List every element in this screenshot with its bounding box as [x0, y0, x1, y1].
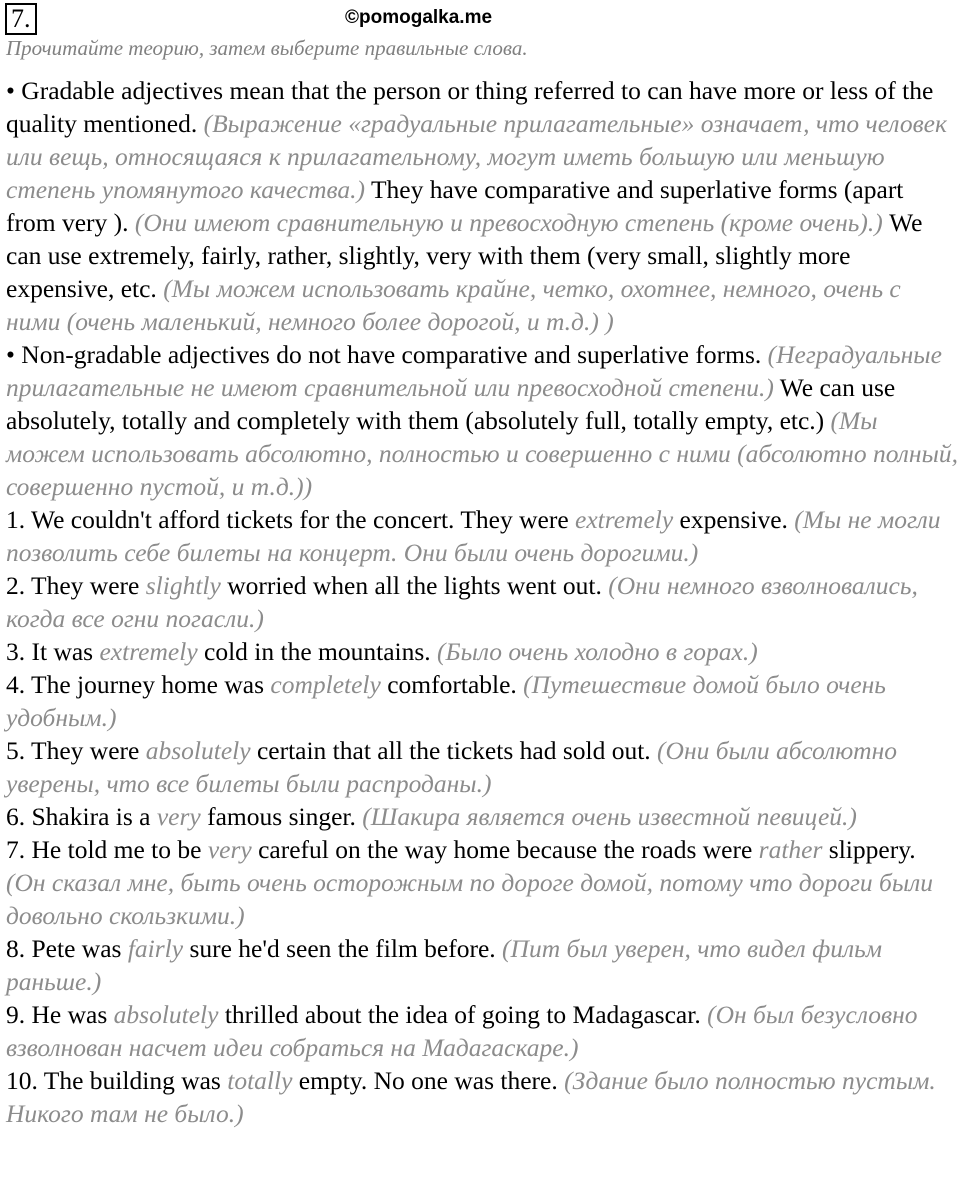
- theory-ru: (Неградуальные прилагательные не имеют сравнительной или превосходной степени.): [6, 340, 942, 402]
- translation: (Путешествие домой было очень удобным.): [6, 670, 886, 732]
- answer-word: absolutely: [113, 1000, 219, 1029]
- sentence-end: famous singer.: [207, 802, 356, 831]
- translation: (Он был безусловно взволнован насчет идеи собраться на Мадагаскаре.): [6, 1000, 918, 1062]
- sentence-end: cold in the mountains.: [204, 637, 431, 666]
- theory-en: We can use extremely, fairly, rather, slightly, very with them (very small, slightly more expensive, etc.: [6, 208, 923, 303]
- theory-en: • Gradable adjectives mean that the person or thing referred to can have more or less of the quality mentioned.: [6, 76, 934, 138]
- answer-word: completely: [270, 670, 381, 699]
- sentence-start: 6. Shakira is a: [6, 802, 151, 831]
- exercise-item: [6, 668, 958, 734]
- sentence-start: 10. The building was: [6, 1066, 221, 1095]
- theory-ru: (Мы можем использовать крайне, четко, охотнее, немного, очень с ними (очень маленький, немного более дорогой, и т.д.) ): [6, 274, 901, 336]
- sentence-end: worried when all the lights went out.: [227, 571, 602, 600]
- theory-non-gradable: [6, 338, 958, 503]
- translation: (Он сказал мне, быть очень осторожным по дороге домой, потому что дороги были довольно скользкими.): [6, 868, 933, 930]
- sentence-start: 8. Pete was: [6, 934, 122, 963]
- sentence-start: 4. The journey home was: [6, 670, 265, 699]
- site-watermark[interactable]: ©pomogalka.me: [345, 7, 493, 28]
- instruction: Прочитайте теорию, затем выберите правильные слова.: [6, 36, 528, 60]
- theory-en: • Non-gradable adjectives do not have comparative and superlative forms.: [6, 340, 762, 369]
- translation: (Здание было полностью пустым. Никого там не было.): [6, 1066, 936, 1128]
- translation: (Было очень холодно в горах.): [437, 637, 758, 666]
- sentence-start: 3. It was: [6, 637, 94, 666]
- sentence-end: sure he'd seen the film before.: [189, 934, 496, 963]
- sentence-start: 9. He was: [6, 1000, 108, 1029]
- answer-word: very: [207, 835, 252, 864]
- sentence-start: 2. They were: [6, 571, 140, 600]
- answer-word: rather: [758, 835, 823, 864]
- exercise-item: [6, 635, 958, 668]
- translation: (Пит был уверен, что видел фильм раньше.): [6, 934, 883, 996]
- exercise-item: [6, 932, 958, 998]
- theory-en: We can use absolutely, totally and completely with them (absolutely full, totally empty, etc.): [6, 373, 896, 435]
- theory-ru: (Мы можем использовать абсолютно, полностью и совершенно с ними (абсолютно полный, совершенно пустой, и т.д.)): [6, 406, 958, 501]
- theory-en: They have comparative and superlative forms (apart from very ).: [6, 175, 904, 237]
- exercise-item: [6, 503, 958, 569]
- translation: (Они немного взволновались, когда все огни погасли.): [6, 571, 918, 633]
- theory-gradable: [6, 74, 958, 338]
- sentence-start: 7. He told me to be: [6, 835, 202, 864]
- exercise-item: [6, 833, 958, 932]
- answer-word: extremely: [575, 505, 674, 534]
- theory-ru: (Выражение «градуальные прилагательные» означает, что человек или вещь, относящаяся к прилагательному, могут иметь большую или меньшую степень упомянутого качества.): [6, 109, 947, 204]
- answer-word: totally: [227, 1066, 293, 1095]
- answer-word: slightly: [145, 571, 221, 600]
- sentence-end: slippery.: [828, 835, 916, 864]
- answer-word: very: [156, 802, 201, 831]
- exercise-item: [6, 998, 958, 1064]
- translation: (Шакира является очень известной певицей.): [362, 802, 857, 831]
- sentence-end: thrilled about the idea of going to Madagascar.: [224, 1000, 701, 1029]
- sentence-start: 1. We couldn't afford tickets for the concert. They were: [6, 505, 569, 534]
- answer-word: absolutely: [145, 736, 251, 765]
- sentence-start: 5. They were: [6, 736, 140, 765]
- answer-word: extremely: [99, 637, 198, 666]
- exercise-item: [6, 800, 958, 833]
- theory-ru: (Они имеют сравнительную и превосходную степень (кроме очень).): [134, 208, 883, 237]
- sentence-end: certain that all the tickets had sold out.: [256, 736, 651, 765]
- exercise-item: [6, 569, 958, 635]
- sentence-end: comfortable.: [387, 670, 517, 699]
- exercise-item: [6, 1064, 958, 1130]
- translation: (Они были абсолютно уверены, что все билеты были распроданы.): [6, 736, 898, 798]
- task-number: 7.: [5, 3, 37, 35]
- answer-word: fairly: [127, 934, 184, 963]
- sentence-end: empty. No one was there.: [298, 1066, 558, 1095]
- header: [0, 0, 960, 36]
- content: [6, 74, 958, 1130]
- translation: (Мы не могли позволить себе билеты на концерт. Они были очень дорогими.): [6, 505, 941, 567]
- sentence-middle: careful on the way home because the roads were: [258, 835, 753, 864]
- exercise-item: [6, 734, 958, 800]
- sentence-end: expensive.: [679, 505, 788, 534]
